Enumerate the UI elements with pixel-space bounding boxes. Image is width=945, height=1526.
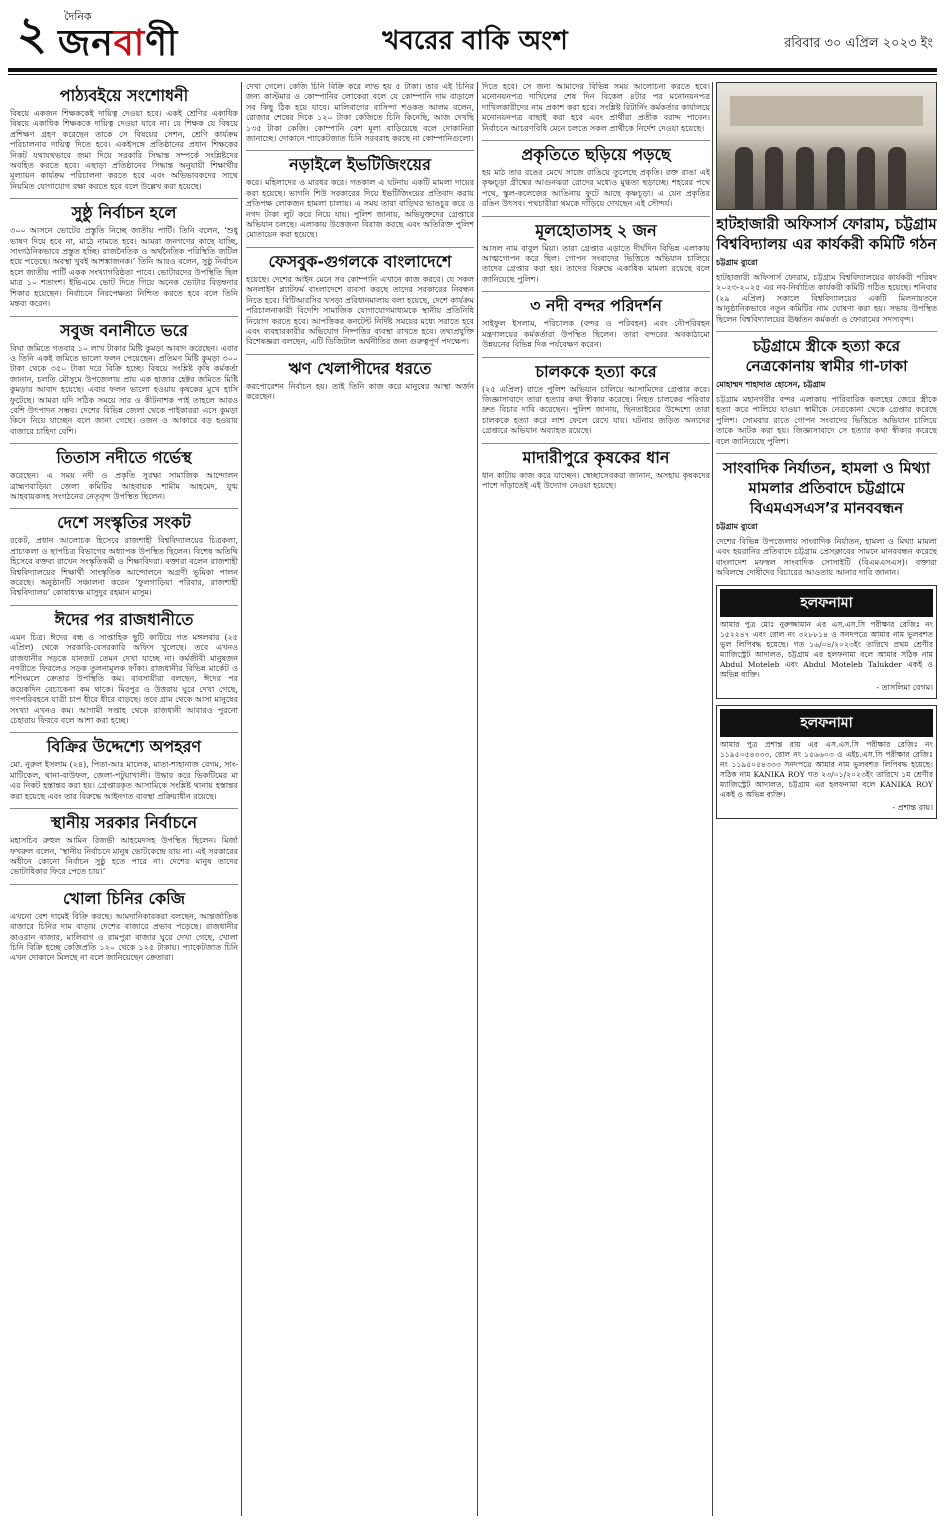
notice-title: হলফনামা	[720, 589, 933, 617]
page-number: ২	[17, 6, 47, 60]
affidavit-notice	[716, 585, 937, 699]
divider	[716, 331, 937, 332]
article	[482, 362, 710, 437]
column-divider	[712, 82, 713, 1516]
article	[716, 214, 937, 325]
header-rule	[8, 68, 937, 72]
article-body: বিঘা জমিতে গতবার ১০ লাখ টাকার মিষ্টি কুমড়া আবাদ করেছেন। এবার ও তিনি একই জমিতে ভালো ফলন পেয়েছেন। প্রতিমণ মিষ্টি কুমড়া ৩০০ টাকা থেকে ৩৫০ টাকা দরে বিক্রি হচ্ছে। বিষয়ে সংশ্লিষ্ট কৃষি কর্মকর্তা জানান, চলতি মৌসুমে উপজেলায় প্রায় এক হাজার হেক্টর জমিতে মিষ্টি কুমড়ার আবাদ হয়েছে। এবার ফলন ভালো হওয়ায় কৃষকের মুখে হাসি ফুটেছে। আমরা যদি সঠিক সময়ে সার ও কীটনাশক পাই তাহলে আরও বেশি উৎপাদন সম্ভব। দেশের বিভিন্ন জেলা থেকে পাইকাররা এসে কুমড়া কিনে নিয়ে যাচ্ছেন বলে জানা গেছে। ওজন ও আকারে বড় হওয়ায় বাজারে চাহিদা বেশি।	[10, 343, 238, 436]
article-body: করপোরেশন নির্বাচন হয়। তাই তিনি কাজ করে মানুষের আস্থা অর্জন করেছেন।	[246, 381, 474, 402]
article-body: এমন চিত্র। ঈদের বন্ধ ও সাপ্তাহিক ছুটি কাটিয়ে গত মঙ্গলবার (২৫ এপ্রিল) থেকে সরকারি-বেসরকারি অফিস খুলেছে। তবে এখনও রাজধানীর সড়কে যানজট তেমন দেখা যাচ্ছে না। কর্মজীবী মানুষজন নগরীতে ফিরলেও সড়ক তুলনামূলক ফাঁকা। রাজধানীর বিভিন্ন মার্কেট ও শপিংমলে ক্রেতার উপস্থিতি কম। ব্যবসায়ীরা বলছেন, ঈদের পর কয়েকদিন বেচাকেনা কম থাকে। মিরপুর ও উত্তরায় ঘুরে দেখা গেছে, গণপরিবহনে যাত্রী চাপ ধীরে ধীরে বাড়ছে। তবে গ্রাম থেকে আসা মানুষের সংখ্যা এখনও কম। আগামী সপ্তাহ থেকে রাজধানী আবারও পুরনো চেহারায় ফিরবে বলে আশা করা হচ্ছে।	[10, 632, 238, 726]
divider	[10, 732, 238, 733]
column-2	[246, 82, 474, 1516]
article-body: দেখা গেলে। কেজি চিনি বিক্রি করে লাভ হয় ৫ টাকা। তার এই চিনির জন্য কাস্টমার ও কোম্পানির লোকেরা বলে যে কোম্পানি দাম বাড়ালে সব কিছু ঠিক হয়ে যাবে। মালিবাগের বাসিন্দা শওকত আলম বলেন, রোজার শেষের দিকে ১২০ টাকা কেজিতে চিনি কিনেছি, আজ দেখছি ১৩৫ টাকা কেজি। কোম্পানি বেশ মূল্য বাড়িয়েছে বলে দোকানিরা জানাচ্ছে। দোকানে প্যাকেটজাত চিনি সরবরাহ করছে না কোম্পানিগুলো।	[246, 82, 474, 144]
article-body: ধান কাটায় কাজ করে যাচ্ছেন। স্বেচ্ছাসেবকরা জানান, অসহায় কৃষকদের পাশে দাঁড়াতেই এই উদ্যোগ নেওয়া হয়েছে।	[482, 470, 710, 490]
article-headline[interactable]: দেশে সংস্কৃতির সংকট	[57, 513, 191, 533]
article	[10, 203, 238, 309]
article-headline[interactable]: তিতাস নদীতে গর্ভেস্থ	[56, 448, 192, 468]
article-body: বিষয়ে একজন শিক্ষককেই দায়িত্ব দেওয়া হবে। একই শ্রেণির একাধিক বিষয়ে একাধিক শিক্ষককে দায়িত্ব দেওয়া যাবে না। যে শিক্ষক যে বিষয়ে প্রশিক্ষণ গ্রহণ করেছেন তাকে সে বিষয়ের সেশন, শ্রেণি কার্যক্রম পরিচালনার দায়িত্ব দিতে হবে। একইসঙ্গে প্রতিষ্ঠানের প্রধান শিক্ষকের নিকট যথাযথভাবে জমা দিয়ে সরকারি সিদ্ধান্ত সম্পর্কে সংশ্লিষ্টদের অবহিত করতে হবে। এছাড়া প্রতিষ্ঠানের সিদ্ধান্ত অনুযায়ী শিক্ষার্থীর মূল্যায়ন কার্যক্রম পরিচালনা করতে হবে এবং অভিভাবকদের সাথে নিয়মিত যোগাযোগ রক্ষা করতে হবে বলে উল্লেখ করা হয়েছে।	[10, 109, 238, 191]
divider	[482, 140, 710, 141]
article	[716, 336, 937, 447]
article	[482, 296, 710, 350]
article-headline[interactable]: মূলহোতাসহ ২ জন	[535, 220, 657, 240]
article-headline[interactable]: সবুজ বনানীতে ভরে	[60, 320, 188, 340]
photo-figure	[796, 147, 814, 209]
article-headline[interactable]: ফেসবুক-গুগলকে বাংলাদেশে	[268, 251, 452, 271]
article-body: করেছেন। এ সময় নদী ও প্রকৃতি সুরক্ষা সামাজিক আন্দোলন ব্রাহ্মণবাড়িয়া জেলা কমিটির আহবায়ক শামীম আহমেদ, যুগ্ম আহবায়কসহ সংগঠনের নেতৃবৃন্দ উপস্থিত ছিলেন।	[10, 471, 238, 501]
article	[10, 321, 238, 438]
divider	[246, 150, 474, 151]
article	[246, 82, 474, 144]
photo-figure	[735, 147, 753, 209]
article-body: চট্টগ্রাম মহানগরীর বন্দর এলাকায় পারিবারিক কলহের জেরে স্ত্রীকে হত্যা করে পালিয়ে যাওয়া স্বামীকে নেত্রকোনা থেকে গ্রেপ্তার করেছে পুলিশ। সোমবার রাতে গোপন সংবাদের ভিত্তিতে অভিযান চালিয়ে তাকে আটক করা হয়। জিজ্ঞাসাবাদে সে হত্যার কথা স্বীকার করেছে বলে জানিয়েছে পুলিশ।	[716, 395, 937, 446]
photo-banner	[730, 96, 923, 126]
article	[10, 610, 238, 727]
article-body: (২৫ এপ্রিল) রাতে পুলিশ অভিযান চালিয়ে আসামিদের গ্রেপ্তার করে। জিজ্ঞাসাবাদে তারা হত্যার কথা স্বীকার করেছে। নিহত চালকের পরিবার দ্রুত বিচার দাবি করেছেন। পুলিশ জানায়, ছিনতাইয়ের উদ্দেশ্যে তারা চালককে হত্যা করে লাশ ফেলে রেখে যায়। ঘটনায় জড়িত অন্যদের গ্রেপ্তারে অভিযান অব্যাহত রয়েছে।	[482, 384, 710, 436]
header-rule-thin	[8, 74, 937, 75]
event-photo	[716, 82, 937, 210]
article-headline[interactable]: পাঠ্যবইয়ে সংশোধনী	[59, 86, 189, 105]
article	[482, 82, 710, 134]
article	[482, 221, 710, 286]
article	[246, 359, 474, 403]
affidavit-notice	[716, 705, 937, 819]
article-headline[interactable]: ঈদের পর রাজধানীতে	[54, 609, 194, 629]
divider	[10, 808, 238, 809]
article-byline: মোহাম্মদ শাহাদাত হোসেন, চট্টগ্রাম	[716, 380, 826, 390]
article-headline[interactable]: সুষ্ঠু নির্বাচন হলে	[71, 203, 177, 223]
article-body: ৩০০ আসনে ভোটের প্রস্তুতি নিচ্ছে জাতীয় পার্টি। তিনি বলেন, ‘শুধু ভাষণ দিয়ে হবে না, মাঠে নামতে হবে। আমরা জনগণের কাছে যাচ্ছি, সাংগঠনিকভাবে প্রস্তুত হচ্ছি। রাজনৈতিক ও অর্থনৈতিক পরিস্থিতি জটিল হয়ে পড়েছে। অবস্থা খুবই আশঙ্কাজনক।’ তিনি আরও বলেন, সুষ্ঠু নির্বাচন হলে জাতীয় পার্টি একক সংখ্যাগরিষ্ঠতা পাবে। ভোটারদের উপস্থিতি ছিল মাত্র ১০ শতাংশ। ইভিএমে ভোট দিতে গিয়ে অনেক ভোটার বিড়ম্বনার শিকার হয়েছেন। নির্বাচনে নিরপেক্ষতা নিশ্চিত করতে হবে বলে তিনি মন্তব্য করেন।	[10, 226, 238, 309]
photo-figure	[857, 147, 875, 209]
article-headline[interactable]: চালককে হত্যা করে	[535, 361, 657, 381]
article-headline[interactable]: খোলা চিনির কেজি	[62, 888, 186, 908]
article-byline: চট্টগ্রাম ব্যুরো	[716, 522, 758, 532]
masthead	[0, 0, 945, 78]
article	[716, 458, 937, 579]
article	[10, 86, 238, 192]
article-headline[interactable]: সাংবাদিক নির্যাতন, হামলা ও মিথ্যা মামলার প্রতিবাদে চট্টগ্রামে বিএমএসএস’র মানববন্ধন	[722, 459, 931, 518]
article-byline: চট্টগ্রাম ব্যুরো	[716, 258, 758, 267]
column-3	[482, 82, 710, 1516]
divider	[482, 443, 710, 444]
column-4	[716, 82, 937, 1516]
photo-figure	[765, 147, 783, 209]
column-1	[10, 82, 238, 1516]
article-body: এখনো বেশ দামেই বিক্রি করছে। আমদানিকারকরা বলছেন, আন্তর্জাতিক বাজারে চিনির দাম বাড়ায় দেশের বাজারে প্রভাব পড়েছে। রাজধানীর কাওরান বাজার, মালিবাগ ও রামপুরা বাজার ঘুরে দেখা গেছে, খোলা চিনি বিক্রি হচ্ছে কেজিপ্রতি ১২০ থেকে ১২৫ টাকায়। প্যাকেটজাত চিনি এখন দোকানে মিলছে না বলে জানিয়েছেন ক্রেতারা।	[10, 911, 238, 963]
article-headline[interactable]: বিক্রির উদ্দেশ্যে অপহরণ	[46, 737, 202, 757]
article-headline[interactable]: ৩ নদী বন্দর পরিদর্শন	[530, 296, 662, 316]
article-headline[interactable]: ঋণ খেলাপীদের ধরতে	[288, 358, 432, 378]
article	[10, 513, 238, 598]
article-body: হাটহাজারী অফিসার্স ফোরাম, চট্টগ্রাম বিশ্ববিদ্যালয়ের কার্যকরী পরিষদ ২০২৩-২০২৫ এর নব-নির্বাচিত কার্যকরী কমিটি গঠিত হয়েছে। শনিবার (২৯ এপ্রিল) সকালে বিশ্ববিদ্যালয়ের একটি মিলনায়তনে আনুষ্ঠানিকভাবে নতুন কমিটির নাম ঘোষণা করা হয়। সভায় উপস্থিত ছিলেন বিশ্ববিদ্যালয়ের ঊর্ধ্বতন কর্মকর্তা ও ফোরামের সদস্যবৃন্দ।	[716, 273, 937, 324]
article	[482, 448, 710, 492]
column-divider	[477, 82, 478, 1516]
notice-title: হলফনামা	[720, 709, 933, 737]
notice-body: আমার পুত্র প্রশান্ত রায় এর এস.এস.সি পরীক্ষার রেজিঃ নং ১১৯৫০৫৪৩৩৩, রোল নং ১৫৬৬০৩ ও এইচ.এস.সি পরীক্ষার রেজিঃ নং ১১৯৫০৫৪৩৩৩ সনদপত্রে আমার নাম ভুলবশত লিপিবদ্ধ হয়েছে। সঠিক নাম KANIKA ROY গত ২৩/০১/২০২৩ইং তারিখে ১ম শ্রেণীর ম্যাজিস্ট্রেট আদালত, চট্টগ্রাম এর হলফনামা বলে KANIKA ROY একই ও অভিন্ন ব্যক্তি।	[720, 739, 933, 799]
article-body: হয়েছে। দেশের আইন মেনে সব কোম্পানি এখানে কাজ করবে। যে সকল অনলাইন প্ল্যাটফর্ম বাংলাদেশে ব্যবসা করছে তাদের সরকারের নিবন্ধন নিতে হবে। বিটিআরসির খসড়া প্রবিধানমালায় বলা হয়েছে, দেশে কার্যক্রম পরিচালনাকারী বিদেশি সামাজিক যোগাযোগমাধ্যমকে স্থানীয় প্রতিনিধি নিয়োগ করতে হবে। আপত্তিকর কনটেন্ট নির্দিষ্ট সময়ের মধ্যে সরাতে হবে এবং ব্যবহারকারীর অভিযোগ নিষ্পত্তির ব্যবস্থা রাখতে হবে। তথ্যপ্রযুক্তি বিশেষজ্ঞরা বলছেন, এটি ডিজিটাল অর্থনীতির জন্য গুরুত্বপূর্ণ পদক্ষেপ।	[246, 274, 474, 347]
section-title: খবরের বাকি অংশ	[382, 26, 568, 56]
photo-figure	[827, 147, 845, 209]
article	[10, 813, 238, 878]
article	[246, 155, 474, 240]
article-body: মো. নুরুল ইসলাম (২৪), পিতা-আঃ মালেক, মাতা-শাহানাজ বেগম, সাং-মাটিকেল, থানা-বাউফল, জেলা-পটুয়াখালী। উদ্ধার করে ভিকটিমের মা এর নিকট হস্তান্তর করা হয়। গ্রেপ্তারকৃত আসামিকে সংশ্লিষ্ট থানায় হস্তান্তর করা হয়েছে এবং তার বিরুদ্ধে আইনগত ব্যবস্থা প্রক্রিয়াধীন রয়েছে।	[10, 760, 238, 801]
article-headline[interactable]: প্রকৃতিতে ছড়িয়ে পড়ছে	[521, 145, 671, 165]
brand-prefix: দৈনিক	[64, 10, 92, 23]
article	[10, 737, 238, 802]
article	[10, 889, 238, 964]
newspaper-logo: জনবাণী	[58, 23, 179, 64]
article-body: আসল নাম বাবুল মিয়া। তারা গ্রেপ্তার এড়াতে দীর্ঘদিন বিভিন্ন এলাকায় আত্মগোপন করে ছিল। গোপন সংবাদের ভিত্তিতে অভিযান চালিয়ে তাদের গ্রেপ্তার করা হয়। তাদের বিরুদ্ধে একাধিক মামলা রয়েছে বলে জানিয়েছে পুলিশ।	[482, 243, 710, 284]
divider	[482, 357, 710, 358]
notice-body: আমার পুত্র মোঃ নুরুজ্জামান এর এস.এস.সি পরীক্ষার রেজিঃ নং ১৫২২৪৭ এবং রোল নং ৩২৮৮১৪ ও সনদপত্রে আমার নাম ভুলবশত ভুল লিপিবদ্ধ হয়েছে। গত ১৬/০৪/২০২৩ইং তারিখে প্রথম শ্রেণীর ম্যাজিস্ট্রেট আদালত, চট্টগ্রাম এর হলফনামা বলে আমার সঠিক নাম Abdul Moteleb এবং Abdul Moteleb Talukder একই ও অভিন্ন ব্যক্তি।	[720, 619, 933, 679]
article	[246, 252, 474, 348]
article	[482, 145, 710, 210]
notice-signature: - প্রশান্ত রায়।	[892, 802, 933, 812]
article-headline[interactable]: চট্টগ্রামে স্ত্রীকে হত্যা করে নেত্রকোনায় স্বামীর গা-ঢাকা	[745, 337, 908, 376]
divider	[10, 508, 238, 509]
divider	[10, 884, 238, 885]
article-headline[interactable]: হাটহাজারী অফিসার্স ফোরাম, চট্টগ্রাম বিশ্ববিদ্যালয় এর কার্যকরী কমিটি গঠন	[716, 215, 937, 253]
divider	[246, 354, 474, 355]
divider	[10, 316, 238, 317]
article	[10, 448, 238, 502]
article-headline[interactable]: স্থানীয় সরকার নির্বাচনে	[50, 813, 198, 833]
article-headline[interactable]: মাদারীপুরে কৃষকের ধান	[522, 447, 670, 467]
article-body: দেশের বিভিন্ন উপজেলায় সাংবাদিক নির্যাতন, হামলা ও মিথ্যা মামলা এবং হয়রানির প্রতিবাদে চট্টগ্রাম প্রেসক্লাবের সামনে মানববন্ধন করেছে বাংলাদেশ মফস্বল সাংবাদিক সোসাইটি (বিএমএসএস)। বক্তারা অবিলম্বে দোষীদের বিচারের আওতায় আনার দাবি জানান।	[716, 537, 937, 578]
divider	[10, 605, 238, 606]
divider	[10, 443, 238, 444]
divider	[482, 291, 710, 292]
article-body: রকেট, প্রধান আলোচক হিসেবে রাজশাহী বিশ্ববিদ্যালয়ের চিত্রকলা, প্রাচ্যকলা ও ছাপচিত্র বিভাগের অধ্যাপক উপস্থিত ছিলেন। বিশেষ অতিথি হিসেবে বক্তব্য রাখেন সংস্কৃতিকর্মী ও শিক্ষাবিদরা। বক্তারা বলেন রাজশাহী বিশ্ববিদ্যালয়ের শিক্ষার্থী সাংস্কৃতিক আন্দোলনে অগ্রণী ভূমিকা পালন করেছে। অনুষ্ঠানটি সঞ্চালনা করেন ‘ফুলগাড়িয়া পরিবার, রাজশাহী বিশ্ববিদ্যালয়’ কোষাধ্যক্ষ মাসুদুর রহমান মাসুম।	[10, 536, 238, 598]
article-body: হয় মাঠ তার রঙের মেখে সাজে রাঙিয়ে তুলেছে প্রকৃতি। রক্ত রাঙা এই কৃষ্ণচূড়া গ্রীষ্মের আগুনঝরা রোদের মধ্যেও মুগ্ধতা ছড়াচ্ছে। শহরের পথে পথে, স্কুল-কলেজের আঙিনায় ফুটে আছে কৃষ্ণচূড়া। এ যেন প্রকৃতির রঙিন উৎসব। পথচারীরা থমকে দাঁড়িয়ে দেখছেন এই সৌন্দর্য।	[482, 168, 710, 209]
divider	[10, 198, 238, 199]
divider	[246, 247, 474, 248]
divider	[482, 216, 710, 217]
article-body: মহাসচিব রুহুল আমিন রিজভী আহমেদসহ উপস্থিত ছিলেন। মির্জা ফখরুল বলেন, ‘স্থানীয় নির্বাচনে মানুষ ভোটকেন্দ্রে যায় না। এই সরকারের অধীনে কোনো নির্বাচন সুষ্ঠু হতে পারে না। দেশের মানুষ তাদের ভোটাধিকার ফিরে পেতে চায়।’	[10, 836, 238, 877]
divider	[716, 453, 937, 454]
issue-date: রবিবার ৩০ এপ্রিল ২০২৩ ইং	[784, 36, 933, 51]
photo-figure	[888, 147, 906, 209]
article-body: দিতে হবে। সে জন্য আমাদের বিভিন্ন সময় আলোচনা করতে হবে। মনোনয়নপত্র দাখিলের শেষ দিন বিকেল ৪টার পর মনোনয়নপত্র দাখিলকারীদের নাম প্রকাশ করা হবে। সংশ্লিষ্ট রিটার্নিং কর্মকর্তার কার্যালয়ে মনোনয়নপত্র বাছাই করা হবে এবং প্রার্থীরা প্রতীক বরাদ্দ পাবেন। নির্বাচনে আচরণবিধি মেনে চলতে সকল প্রার্থীকে নির্দেশ দেওয়া হয়েছে।	[482, 82, 710, 133]
notice-signature: - তাসলিমা বেগম।	[876, 682, 933, 692]
article-body: সাইফুল ইসলাম, পরিচালক (বন্দর ও পরিবহন) এবং নৌপরিবহন মন্ত্রণালয়ের কর্মকর্তারা উপস্থিত ছিলেন। তারা বন্দরের অবকাঠামো উন্নয়নের বিভিন্ন দিক পর্যবেক্ষণ করেন।	[482, 319, 710, 350]
article-headline[interactable]: নড়াইলে ইভটিজিংয়ের	[289, 155, 431, 175]
article-body: করে। মহিলাদের ও মারধর করে। গতকাল এ ঘটনায় একটি মামলা দায়ের করা হয়েছে। ভাগনি শিউ সরকারের দিয়ে ইভটিজিংয়ের প্রতিবাদ করায় প্রতিপক্ষ লোকজন হামলা চালায়। এ সময় তারা বাড়িঘর ভাঙচুর করে ও নগদ টাকা লুট করে নিয়ে যায়। পুলিশ জানায়, অভিযুক্তদের গ্রেপ্তারে অভিযান চলছে। এলাকায় উত্তেজনা বিরাজ করছে এবং অতিরিক্ত পুলিশ মোতায়েন করা হয়েছে।	[246, 178, 474, 240]
column-divider	[241, 82, 242, 1516]
